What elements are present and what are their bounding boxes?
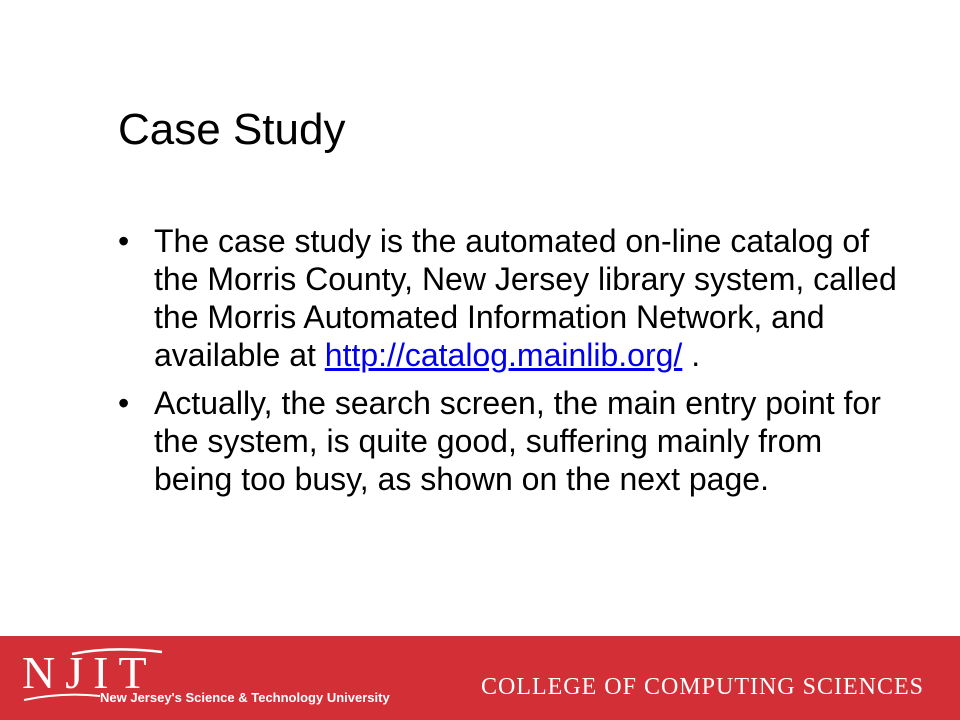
bullet-item [118, 384, 908, 498]
logo-tagline: New Jersey's Science & Technology University [100, 690, 390, 705]
logo-letters: NJIT [22, 647, 157, 698]
bullet-text: The case study is the automated on-line catalog of the Morris County, New Jersey library system, called the Morris Automated Information Network, and available at [154, 223, 897, 373]
bullet-text: Actually, the search screen, the main entry point for the system, is quite good, suffering mainly from being too busy, as shown on the next page. [154, 385, 881, 497]
bullet-dot-icon: • [118, 223, 130, 259]
footer-bar [0, 636, 960, 720]
bullet-list [118, 222, 908, 508]
college-name: COLLEGE OF COMPUTING SCIENCES [480, 674, 924, 700]
bullet-item [118, 222, 908, 374]
slide-title: Case Study [118, 105, 346, 154]
bullet-dot-icon: • [118, 385, 130, 421]
catalog-link[interactable]: http://catalog.mainlib.org/ [324, 337, 683, 373]
bullet-text-end: . [682, 337, 701, 373]
